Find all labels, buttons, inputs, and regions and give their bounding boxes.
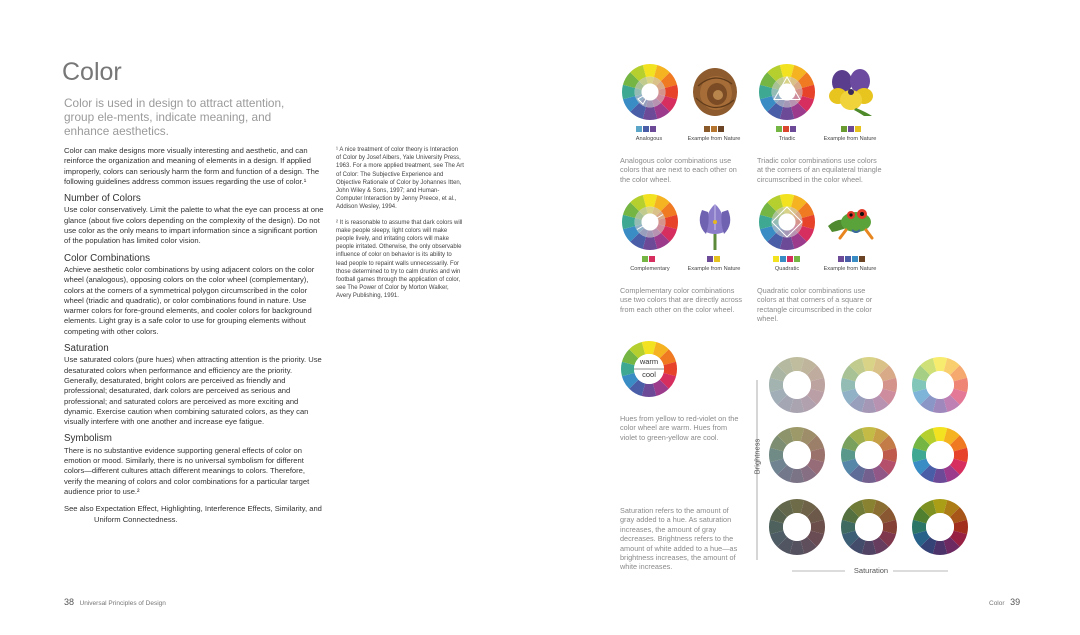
color-swatch [714, 256, 720, 262]
analogous-label: Analogous [635, 136, 663, 142]
section-text-number-of-colors: Use color conservatively. Limit the palette to what the eye can process at one glance (about five colors depending on the complexity of the design). Do not use color as the only means to impart information since a significant portion of the population has limited color vision. [64, 205, 324, 246]
color-swatch [845, 256, 851, 262]
analogous-nature-label: Example from Nature [687, 136, 741, 142]
wheel-center [855, 371, 883, 399]
color-swatch [794, 256, 800, 262]
left-page-number: 38 [64, 597, 75, 607]
triadic-caption: Triadic color combinations use colors at the corners of an equilateral triangle circumscribed in the color wheel. [757, 156, 882, 184]
color-swatch [776, 126, 782, 132]
complementary-nature-swatches [707, 256, 721, 262]
color-swatch [838, 256, 844, 262]
right-page-label: Color [989, 600, 1005, 607]
left-page-label: Universal Principles of Design [79, 600, 166, 607]
triadic-nature-label: Example from Nature [823, 136, 877, 142]
color-swatch [848, 126, 854, 132]
intro-paragraph: Color can make designs more visually interesting and aesthetic, and can reinforce the organization and meaning of elements in a design. If applied improperly, colors can seriously harm the form and function of a design. The following guidelines address common issues regarding the use of color.¹ [64, 146, 320, 186]
complementary-swatches [642, 256, 656, 262]
wheel-center [926, 441, 954, 469]
color-swatch [707, 256, 713, 262]
page-title: Color [62, 58, 122, 86]
wheel-center [855, 441, 883, 469]
triadic-label: Triadic [778, 136, 796, 142]
analogous-swatches [636, 126, 657, 132]
color-swatch [859, 256, 865, 262]
section-heading-saturation: Saturation [64, 343, 109, 355]
tree-frog-icon [826, 200, 878, 244]
right-page-number: 39 [1010, 597, 1021, 607]
wheel-center [779, 84, 796, 101]
saturation-axis-label: Saturation [853, 566, 889, 575]
cool-label: cool [642, 370, 656, 379]
color-swatch [783, 126, 789, 132]
quadratic-nature-swatches [838, 256, 866, 262]
section-text-symbolism: There is no substantive evidence supporting general effects of color on emotion or mood. Similarly, there is no universal symbolism for different colors—different cultures attach different meanings to colors. Therefore, verify the meaning of colors and color combinations for a particular target audience prior to use.² [64, 445, 310, 496]
color-swatch [711, 126, 717, 132]
wheel-center [783, 371, 811, 399]
section-text-saturation: Use saturated colors (pure hues) when attracting attention is the priority. Use desaturated colors when performance and efficiency are the priority. Generally, desaturated, bright colors are perceived as friendly and professional; desaturated, dark colors are perceived as serious and professional; and saturated colors are perceived as more exciting and dynamic. Exercise caution when combining saturated colors, as they can visually interfere with one another and increase eye fatigue. [64, 355, 322, 427]
see-also-line-1: See also Expectation Effect, Highlighting, Interference Effects, Similarity, and [64, 504, 322, 514]
crocus-flower-icon [690, 196, 740, 252]
warm-cool-caption: Hues from yellow to red-violet on the color wheel are warm. Hues from violet to green-yellow are cool. [620, 414, 739, 442]
ammonite-shell-icon [690, 66, 740, 118]
footnote-1: ¹ A nice treatment of color theory is Interaction of Color by Josef Albers, Yale University Press, 1963. For a more applied treatment, see The Art of Color: The Subjective Experience and Objective Rationale of Color by Johannes Itten, John Wiley & Sons, 1997; and Human-Computer Interaction by Jenny Preece, et al., Addison Wesley, 1994. [336, 147, 464, 211]
analogous-caption: Analogous color combinations use colors that are next to each other on the color wheel. [620, 156, 737, 184]
analogous-nature-swatches [704, 126, 725, 132]
wheel-center [855, 513, 883, 541]
footnote-2: ² It is reasonable to assume that dark colors will make people sleepy, light colors will make people lively, and irritating colors will make people irritated. Otherwise, the only observable influence of color on behavior is its ability to lead people to repaint walls unnecessarily. For those determined to try to calm drunks and win football games through the application of color, see The Power of Color by Morton Walker, Avery Publishing, 1991. [336, 219, 463, 300]
color-swatch [704, 126, 710, 132]
complementary-label: Complementary [630, 266, 670, 272]
color-swatch [643, 126, 649, 132]
triadic-nature-swatches [841, 126, 862, 132]
color-swatch [650, 126, 656, 132]
page-subtitle: Color is used in design to attract attention, group ele-ments, indicate meaning, and enhance aesthetics. [64, 96, 285, 138]
saturation-caption: Saturation refers to the amount of gray added to a hue. As saturation increases, the amount of gray decreases. Brightness refers to the amount of white added to a hue—as brightness increases, the amount of white increases. [620, 506, 738, 572]
color-swatch [773, 256, 779, 262]
see-also-line-2: Uniform Connectedness. [94, 514, 178, 524]
color-swatch [780, 256, 786, 262]
color-swatch [642, 256, 648, 262]
color-swatch [841, 126, 847, 132]
quadratic-nature-label: Example from Nature [823, 266, 877, 272]
color-swatch [790, 126, 796, 132]
section-heading-number-of-colors: Number of Colors [64, 193, 141, 205]
wheel-center [926, 371, 954, 399]
wheel-center [926, 513, 954, 541]
color-swatch [649, 256, 655, 262]
wheel-center [783, 513, 811, 541]
color-swatch [852, 256, 858, 262]
section-heading-symbolism: Symbolism [64, 433, 112, 445]
color-swatch [636, 126, 642, 132]
complementary-nature-label: Example from Nature [687, 266, 741, 272]
pansy-flower-icon [826, 66, 876, 118]
brightness-axis-label: Brightness [752, 438, 762, 475]
section-text-color-combinations: Achieve aesthetic color combinations by using adjacent colors on the color wheel (analogous), opposing colors on the color wheel (complementary), colors at the corners of a symmetrical polygon circumscribed in the color wheel (triadic and quadratic), or color combinations found in nature. Use warmer colors for fore-ground elements, and cooler colors for background elements. Light gray is a safe color to use for grouping elements without competing with other colors. [64, 264, 315, 336]
quadratic-label: Quadratic [774, 266, 800, 272]
wheel-center [779, 214, 796, 231]
quadratic-swatches [773, 256, 801, 262]
color-swatch [855, 126, 861, 132]
color-swatch [787, 256, 793, 262]
complementary-caption: Complementary color combinations use two colors that are directly across from each other on the color wheel. [620, 286, 743, 314]
triadic-swatches [776, 126, 797, 132]
warm-label: warm [639, 357, 659, 366]
wheel-center [783, 441, 811, 469]
color-swatch [718, 126, 724, 132]
quadratic-caption: Quadratic color combinations use colors at that corners of a square or rectangle circumscribed in the color wheel. [757, 286, 873, 324]
section-heading-color-combinations: Color Combinations [64, 252, 151, 264]
